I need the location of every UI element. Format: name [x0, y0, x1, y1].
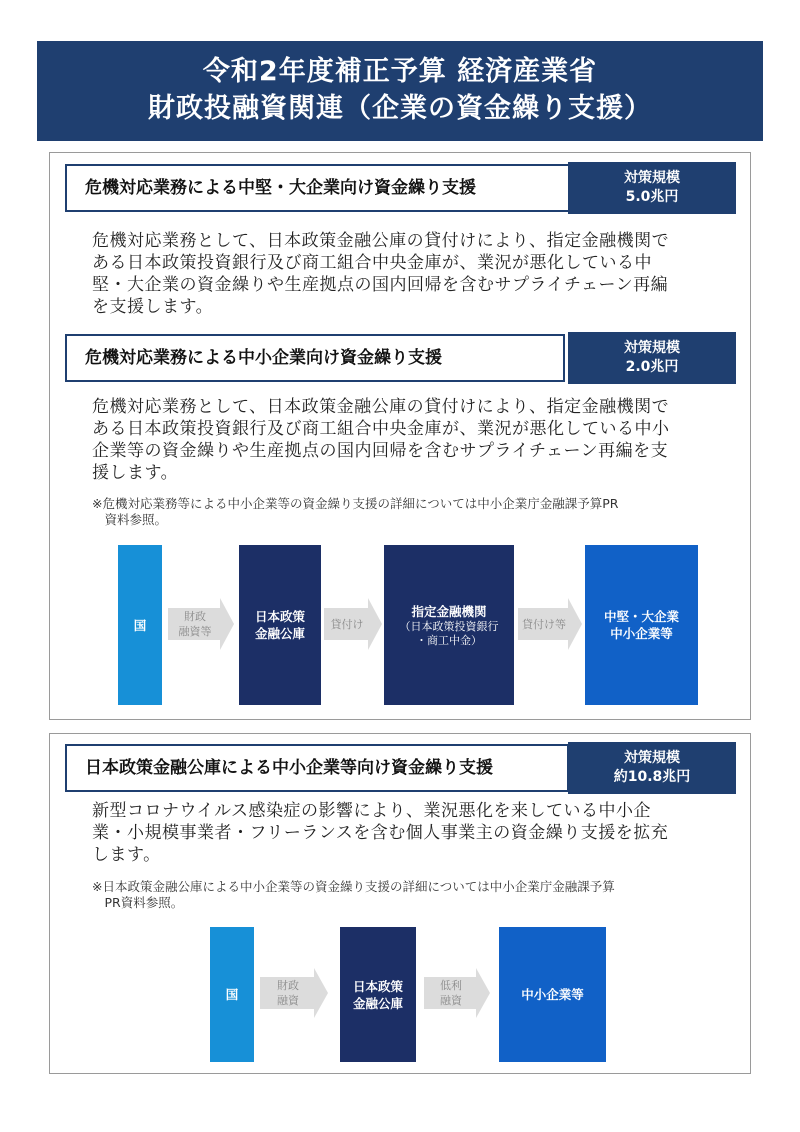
- title-banner: [37, 41, 763, 141]
- arrow-label: 貸付け等: [522, 617, 566, 631]
- target-label: 中小企業等: [610, 626, 673, 641]
- arrow-label: 低利: [440, 979, 462, 992]
- body-line: 業・小規模事業者・フリーランスを含む個人事業主の資金繰り支援を拡充: [92, 823, 669, 843]
- flow2-arrow-low-interest-loan: [424, 968, 490, 1018]
- section-3-scale-badge: [568, 742, 736, 794]
- flow1-jfc-box: [239, 545, 321, 705]
- body-line: 危機対応業務として、日本政策金融公庫の貸付けにより、指定金融機関で: [92, 231, 670, 251]
- section-2-scale-badge: [568, 332, 736, 384]
- body-line: します。: [92, 845, 161, 865]
- target-label: 中堅・大企業: [603, 609, 679, 624]
- institution-label: 指定金融機関: [411, 603, 487, 619]
- arrow-label: 貸付け: [330, 617, 364, 631]
- section-1-header: [65, 164, 585, 212]
- flow1-target-box: [585, 545, 698, 705]
- section-3-note: [92, 879, 615, 911]
- note-line: 資料参照。: [92, 512, 168, 527]
- flow1-arrow-lending-etc: [518, 598, 582, 650]
- flow1-country-box: [118, 545, 162, 705]
- flow1-institution-box: [384, 545, 514, 705]
- section-2-heading: 危機対応業務による中小企業向け資金繰り支援: [85, 348, 442, 368]
- country-label: 国: [133, 617, 147, 633]
- section-2-body: [92, 396, 732, 484]
- section-1-scale-badge: [568, 162, 736, 214]
- section-2-note: [92, 496, 618, 528]
- section-3-heading: 日本政策金融公庫による中小企業等向け資金繰り支援: [85, 758, 493, 778]
- section-1-body: [92, 230, 732, 318]
- scale-value: 2.0兆円: [625, 359, 679, 375]
- flow1-arrow-fiscal-loan: [168, 598, 234, 650]
- body-line: 危機対応業務として、日本政策金融公庫の貸付けにより、指定金融機関で: [92, 397, 670, 417]
- title-line-1: 令和2年度補正予算 経済産業省: [202, 56, 598, 87]
- arrow-label: 融資: [277, 994, 299, 1007]
- body-line: を支援します。: [92, 297, 214, 317]
- flow2-arrow-fiscal-loan: [260, 968, 328, 1018]
- flow2-jfc-box: [340, 927, 416, 1062]
- body-line: 堅・大企業の資金繰りや生産拠点の国内回帰を含むサプライチェーン再編: [92, 275, 669, 295]
- note-line: ※日本政策金融公庫による中小企業等の資金繰り支援の詳細については中小企業庁金融課予算: [92, 879, 615, 894]
- institution-sub-label: （日本政策投資銀行: [399, 619, 499, 633]
- body-line: ある日本政策投資銀行及び商工組合中央金庫が、業況が悪化している中小: [92, 419, 670, 439]
- scale-label: 対策規模: [624, 750, 680, 766]
- arrow-label: 融資等: [178, 625, 212, 638]
- arrow-label: 財政: [184, 610, 206, 623]
- institution-sub-label: ・商工中金）: [416, 633, 482, 647]
- body-line: ある日本政策投資銀行及び商工組合中央金庫が、業況が悪化している中: [92, 253, 652, 273]
- note-line: PR資料参照。: [92, 895, 184, 910]
- body-line: 援します。: [92, 463, 179, 483]
- scale-label: 対策規模: [624, 340, 680, 356]
- country-label: 国: [225, 987, 239, 1002]
- title-line-2: 財政投融資関連（企業の資金繰り支援）: [148, 93, 652, 124]
- arrow-label: 財政: [277, 979, 299, 992]
- scale-label: 対策規模: [624, 170, 680, 186]
- jfc-label: 金融公庫: [352, 995, 403, 1011]
- scale-value: 5.0兆円: [625, 189, 679, 205]
- flow1-arrow-lending: [324, 598, 382, 650]
- scale-value: 約10.8兆円: [613, 769, 691, 785]
- flow2-target-box: [499, 927, 606, 1062]
- jfc-label: 日本政策: [254, 609, 305, 624]
- body-line: 企業等の資金繰りや生産拠点の国内回帰を含むサプライチェーン再編を支: [92, 441, 669, 461]
- section-3-header: [65, 744, 569, 792]
- body-line: 新型コロナウイルス感染症の影響により、業況悪化を来している中小企: [92, 801, 651, 821]
- section-2-header: [65, 334, 565, 382]
- section-3-body: [92, 800, 732, 866]
- target-label: 中小企業等: [521, 987, 584, 1002]
- flow2-country-box: [210, 927, 254, 1062]
- note-line: ※危機対応業務等による中小企業等の資金繰り支援の詳細については中小企業庁金融課予算PR: [92, 496, 619, 511]
- jfc-label: 金融公庫: [254, 626, 305, 641]
- jfc-label: 日本政策: [352, 978, 403, 994]
- section-1-heading: 危機対応業務による中堅・大企業向け資金繰り支援: [85, 178, 476, 198]
- arrow-label: 融資: [440, 994, 462, 1007]
